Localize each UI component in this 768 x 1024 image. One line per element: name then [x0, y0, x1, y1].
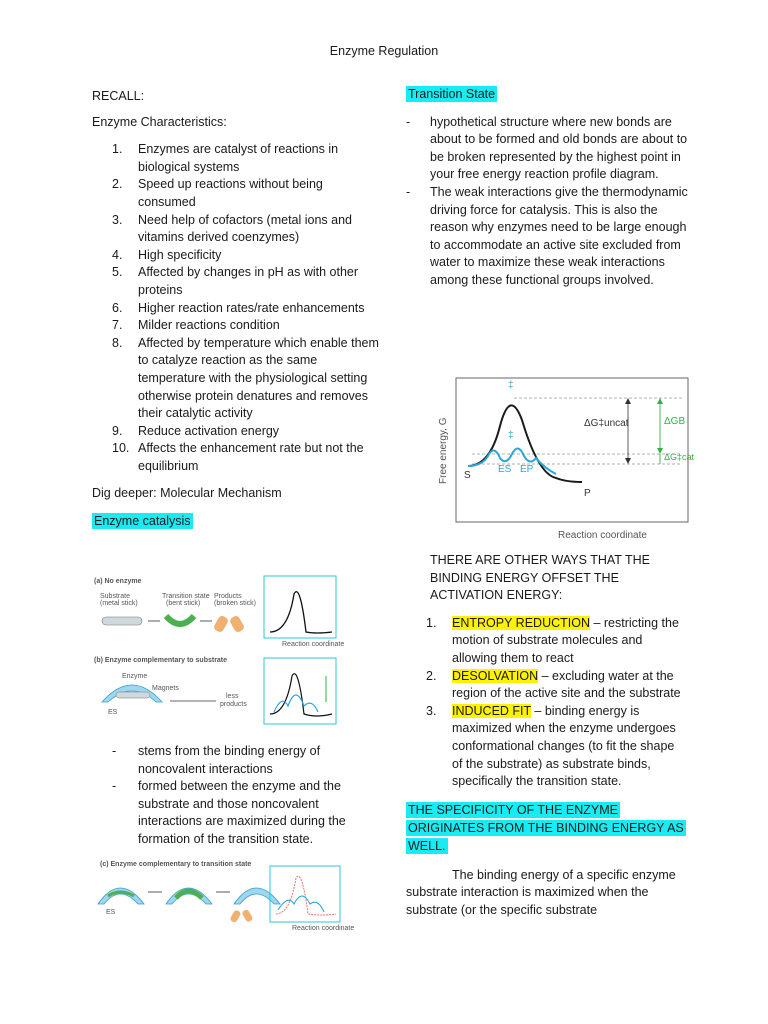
list-item: 5. Affected by changes in pH as with other proteins [112, 265, 359, 297]
broken-stick-b [229, 615, 246, 634]
svg-text:Reaction coordinate: Reaction coordinate [292, 925, 354, 932]
closing-paragraph: The binding energy of a specific enzyme substrate interaction is maximized when the substrate (or the specific substrate [406, 867, 676, 917]
list-item: 2. DESOLVATION – excluding water at the region of the active site and the substrate [426, 668, 681, 701]
p-label: P [584, 488, 591, 499]
list-item: 8. Affected by temperature which enable them to catalyze reaction as the same temperature with the physiological setting otherwise protein denatures and removes their catalytic activity [112, 335, 379, 421]
svg-text:Magnets: Magnets [152, 685, 179, 692]
list-item: 7. Milder reactions condition [112, 318, 280, 333]
page-title: Enzyme Regulation [329, 44, 439, 58]
substrate-stick [102, 617, 142, 625]
svg-text:Transition state: Transition state [162, 593, 210, 600]
dg-cat-label: ΔG‡cat [664, 452, 694, 462]
ts-label: ‡ [508, 380, 514, 391]
ts-cat-label: ‡ [508, 430, 514, 441]
svg-text:Substrate: Substrate [100, 593, 130, 600]
panel-a-label: (a) No enzyme [94, 578, 142, 585]
list-item: 6. Higher reaction rates/rate enhancements [112, 300, 365, 315]
svg-text:ES: ES [108, 709, 118, 716]
list-item: - stems from the binding energy of noncovalent interactions [112, 744, 321, 776]
list-item: 2. Speed up reactions without being consumed [112, 177, 323, 209]
dig-deeper-label: Dig deeper: Molecular Mechanism [92, 486, 282, 501]
list-item: 3. Need help of cofactors (metal ions and vitamins derived coenzymes) [112, 212, 353, 245]
transition-state-heading: Transition State [408, 87, 496, 101]
svg-text:ES: ES [106, 909, 116, 916]
other-ways-heading: THERE ARE OTHER WAYS THAT THE BINDING ENERGY OFFSET THE ACTIVATION ENERGY: [430, 553, 650, 603]
list-item: 4. High specificity [112, 247, 222, 262]
list-item: - The weak interactions give the thermodynamic driving force for catalysis. This is also the reason why enzymes need to be large enough to accommodate an active site excluded from water to maximize these weak interactions among these functional groups involved. [406, 184, 688, 287]
svg-text:Reaction coordinate: Reaction coordinate [282, 641, 345, 648]
svg-text:(metal stick): (metal stick) [100, 600, 138, 607]
energy-curve-b-uncat [270, 674, 332, 716]
recall-label: RECALL: [92, 89, 145, 103]
list-item: 1. Enzymes are catalyst of reactions in biological systems [112, 142, 339, 174]
list-item: 3. INDUCED FIT – binding energy is maximized when the enzyme undergoes conformational changes (to fit the shape of the substrate) as substrate binds, specifically the transition state. [426, 703, 676, 789]
svg-text:(bent stick): (bent stick) [166, 600, 201, 607]
dg-uncat-label: ΔG‡uncat [584, 418, 629, 429]
x-axis-label: Reaction coordinate [558, 530, 647, 541]
characteristics-heading: Enzyme Characteristics: [92, 114, 227, 129]
list-item: 10. Affects the enhancement rate but not the equilibrium [112, 441, 364, 473]
energy-curve-a [270, 592, 332, 633]
s-label: S [464, 470, 471, 481]
broken-stick-a [213, 615, 230, 634]
svg-text:products: products [220, 701, 247, 708]
y-axis-label: Free energy, G [438, 417, 449, 484]
catalysis-bullets [92, 743, 382, 849]
list-item: - formed between the enzyme and the substrate and those noncovalent interactions are maximized during the formation of the transition state. [112, 779, 346, 846]
list-item: 1. ENTROPY REDUCTION – restricting the motion of substrate molecules and allowing them to react [426, 615, 679, 665]
enzyme-catalysis-heading: Enzyme catalysis [94, 514, 191, 529]
list-item: 9. Reduce activation energy [112, 423, 280, 438]
left-column [92, 88, 382, 531]
bent-stick [166, 616, 194, 624]
specificity-statement: THE SPECIFICITY OF THE ENZYME ORIGINATES FROM THE BINDING ENERGY AS WELL. [408, 802, 684, 853]
dg-b-label: ΔGB [664, 416, 686, 427]
free-energy-diagram [432, 374, 694, 546]
ep-label: EP [520, 464, 534, 475]
list-item: - hypothetical structure where new bonds are about to be formed and old bonds are about to be broken represented by the highest point in your free energy reaction profile diagram. [406, 114, 688, 182]
transition-state-figure [92, 858, 354, 934]
panel-c-label: (c) Enzyme complementary to transition state [100, 861, 252, 868]
transition-bullets [406, 114, 688, 290]
es-label: ES [498, 464, 512, 475]
panel-b-label: (b) Enzyme complementary to substrate [94, 657, 228, 664]
ways-list [406, 615, 688, 791]
svg-text:(broken stick): (broken stick) [214, 600, 257, 607]
svg-text:less: less [226, 693, 239, 700]
right-lower [406, 552, 688, 920]
enzyme-catalysis-figure [92, 574, 354, 730]
svg-text:Products: Products [214, 593, 242, 600]
characteristics-list [92, 141, 382, 475]
right-column [406, 86, 688, 290]
svg-text:Enzyme: Enzyme [122, 673, 148, 680]
